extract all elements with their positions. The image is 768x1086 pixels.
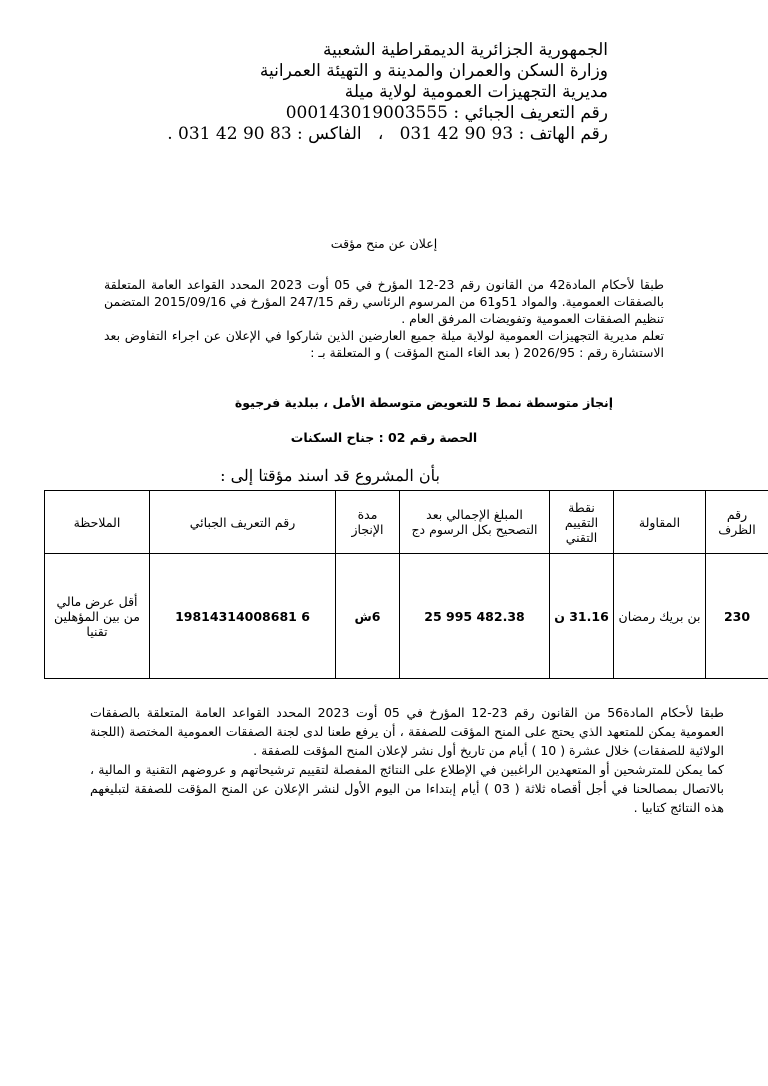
contact-line: رقم الهاتف : 93 90 42 031 ، الفاكس : 83 90 42 031 . <box>167 124 608 144</box>
republic-name: الجمهورية الجزائرية الديمقراطية الشعبية <box>322 40 608 60</box>
letterhead <box>148 40 608 145</box>
award-table <box>44 490 768 679</box>
tax-id-value: 000143019003555 <box>285 103 448 123</box>
directorate-name: مديرية التجهيزات العمومية لولاية ميلة <box>344 82 608 102</box>
notice-text: تعلم مديرية التجهيزات العمومية لولاية ميلة جميع العارضين الذين شاركوا في الإعلان عن اجراء التفاوض بعد الاستشارة رقم : 2026/95 ( بعد الغاء المنح المؤقت ) و المتعلقة بـ : <box>104 328 664 360</box>
cell-contractor: بن بريك رمضان <box>614 554 706 679</box>
appeal-paragraph <box>90 703 724 817</box>
cell-envelope: 230 <box>706 554 768 679</box>
header-envelope: رقم الظرف <box>706 491 768 554</box>
table-header-row <box>45 491 768 554</box>
phone-value: 93 90 42 031 <box>399 124 514 144</box>
legal-basis-text: طبقا لأحكام المادة42 من القانون رقم 23-12 المؤرخ في 05 أوت 2023 المحدد القواعد العامة المتعلقة بالصفقات العمومية. والمواد 51و61 من المرسوم الرئاسي رقم 247/15 المؤرخ في 2015/09/16 المتضمن تنظيم الصفقات العمومية وتفويضات المرفق العام . <box>104 277 664 326</box>
table-row <box>45 554 768 679</box>
appeal-text: طبقا لأحكام المادة56 من القانون رقم 23-12 المؤرخ في 05 أوت 2023 المحدد القواعد العامة المتعلقة بالصفقات العمومية يمكن للمتعهد الذي يحتج على المنح المؤقت للصفقة ، أن يرفع طعنا لدى لجنة الصفقات العمومية المختصة (اللجنة الولائية للصفقات) خلال عشرة ( 10 ) أيام من تاريخ أول نشر لإعلان المنح المؤقت للصفقة . <box>90 705 725 758</box>
header-contractor: المقاولة <box>614 491 706 554</box>
tax-id-line <box>148 103 608 124</box>
amount-value: 25 995 482.38 <box>424 608 525 624</box>
results-access-text: كما يمكن للمترشحين أو المتعهدين الراغبين في الإطلاع على النتائج المفصلة لتقييم ترشيحاتهم و عروضهم التقنية و المالية ، بالاتصال بمصالحنا في أجل أقصاه ثلاثة ( 03 ) أيام إبتداءا من اليوم الأول لنشر الإعلان عن المنح المؤقت للصفقة لتبليغهم هذه النتائج كتابيا . <box>90 762 724 815</box>
assigned-text: بأن المشروع قد اسند مؤقتا إلى : <box>220 466 440 485</box>
cell-note: أقل عرض مالي من بين المؤهلين تقنيا <box>45 554 150 679</box>
announcement-title: إعلان عن منح مؤقت <box>330 236 438 251</box>
phone-label: رقم الهاتف : <box>518 124 608 144</box>
header-amount: المبلغ الإجمالي بعد التصحيح بكل الرسوم دج <box>400 491 550 554</box>
tax-id-cell-value: 19814314008681 6 <box>175 608 310 624</box>
lot-title: الحصة رقم 02 : جناح السكنات <box>290 430 478 445</box>
fax-value: 83 90 42 031 . <box>167 124 292 144</box>
fax-label: الفاكس : <box>297 124 362 144</box>
tax-id-label: رقم التعريف الجبائي : <box>453 103 608 123</box>
header-note: الملاحظة <box>45 491 150 554</box>
cell-amount <box>400 554 550 679</box>
intro-paragraph <box>104 276 664 361</box>
cell-duration: 6ش <box>336 554 400 679</box>
ministry-name: وزارة السكن والعمران والمدينة و التهيئة العمرانية <box>259 61 608 81</box>
header-technical-score: نقطة التقييم التقني <box>550 491 614 554</box>
cell-tax-id <box>150 554 336 679</box>
project-title: إنجاز متوسطة نمط 5 للتعويض متوسطة الأمل ، ببلدية فرجيوة <box>234 395 613 410</box>
header-duration: مدة الإنجاز <box>336 491 400 554</box>
cell-technical-score: 31.16 ن <box>550 554 614 679</box>
header-tax-id: رقم التعريف الجبائي <box>150 491 336 554</box>
